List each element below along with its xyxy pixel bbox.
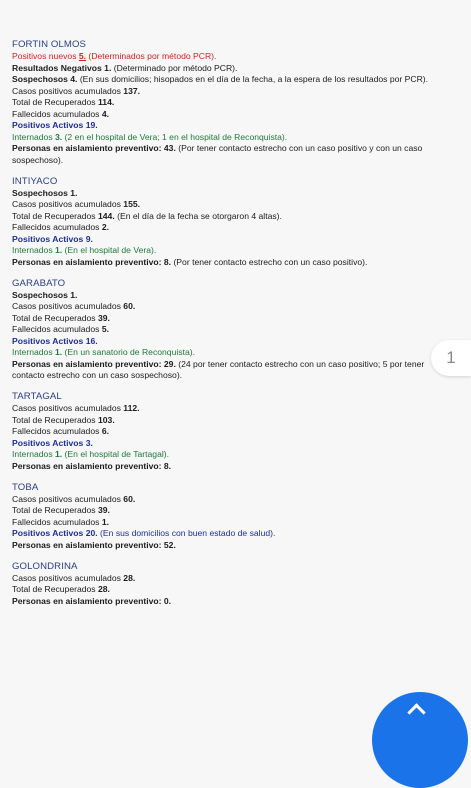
stat-line xyxy=(12,120,444,132)
stat-line xyxy=(12,347,444,359)
page-number-indicator: 1 xyxy=(431,340,471,376)
stat-line xyxy=(12,234,444,246)
stat-line xyxy=(12,63,444,75)
stat-value: 3. xyxy=(85,437,93,448)
stat-label: Sospechosos xyxy=(12,187,71,198)
stat-value: 114. xyxy=(98,97,115,107)
locality-section xyxy=(12,390,444,472)
stat-value: 4. xyxy=(101,108,109,119)
stat-line xyxy=(12,74,444,86)
stat-value: 1. xyxy=(70,289,78,300)
stat-note: (Por tener contacto estrecho con un caso positivo). xyxy=(171,256,368,267)
stat-line xyxy=(12,426,444,438)
stat-label: Fallecidos acumulados xyxy=(12,324,102,334)
stat-label: Personas en aislamiento preventivo: xyxy=(12,539,164,550)
stat-line xyxy=(12,132,444,144)
scroll-up-button[interactable] xyxy=(372,692,468,788)
stat-line xyxy=(12,51,444,63)
stat-label: Total de Recuperados xyxy=(12,584,98,594)
stat-value: 0. xyxy=(163,595,172,606)
stat-note: (Por tener contacto estrecho con un caso positivo y con un caso sospechoso). xyxy=(12,143,423,165)
stat-line xyxy=(12,109,444,121)
stat-value: 3. xyxy=(55,131,63,142)
stat-value: 1. xyxy=(104,62,112,73)
stat-value: 8. xyxy=(163,256,172,267)
stat-line xyxy=(12,573,444,585)
stat-note: (En sus domicilios; hisopados en el día de la fecha, a la espera de los resultados por PCR). xyxy=(77,74,429,84)
stat-label: Internados xyxy=(12,449,55,459)
stat-note: (2 en el hospital de Vera; 1 en el hospital de Reconquista). xyxy=(62,131,288,142)
document-body xyxy=(12,38,444,616)
stat-line xyxy=(12,199,444,211)
stat-label: Fallecidos acumulados xyxy=(12,516,102,527)
stat-note: (Determinado por método PCR). xyxy=(111,62,238,73)
stat-label: Personas en aislamiento preventivo: xyxy=(12,460,164,471)
stat-line xyxy=(12,290,444,302)
stat-label: Positivos Activos xyxy=(12,233,86,244)
stat-value: 52. xyxy=(163,539,176,550)
stat-line xyxy=(12,403,444,415)
stat-value: 8. xyxy=(163,460,172,471)
stat-value: 1. xyxy=(55,449,63,459)
stat-line xyxy=(12,505,444,517)
stat-label: Casos positivos acumulados xyxy=(12,199,124,209)
stat-label: Sospechosos xyxy=(12,289,71,300)
stat-label: Total de Recuperados xyxy=(12,97,98,107)
stat-label: Sospechosos xyxy=(12,74,71,84)
stat-label: Casos positivos acumulados xyxy=(12,572,124,583)
stat-label: Casos positivos acumulados xyxy=(12,403,124,413)
stat-value: 20. xyxy=(85,528,98,538)
stat-value: 29. xyxy=(163,358,176,369)
stat-value: 1. xyxy=(55,347,63,357)
stat-label: Casos positivos acumulados xyxy=(12,85,124,96)
stat-label: Casos positivos acumulados xyxy=(12,493,124,504)
locality-section xyxy=(12,481,444,552)
stat-value: 137. xyxy=(123,85,141,96)
stat-line xyxy=(12,336,444,348)
stat-value: 4. xyxy=(70,74,78,84)
stat-line xyxy=(12,359,444,382)
locality-title: GOLONDRINA xyxy=(12,560,78,572)
stat-value: 1. xyxy=(101,516,109,527)
stat-note: (24 por tener contacto estrecho con un caso positivo; 5 por tener contacto estrecho con un caso sospechoso). xyxy=(12,358,425,380)
stat-line xyxy=(12,86,444,98)
locality-section xyxy=(12,38,444,166)
stat-line xyxy=(12,449,444,461)
stat-line xyxy=(12,540,444,552)
stat-note: (Determinados por método PCR). xyxy=(86,51,217,61)
locality-title: TOBA xyxy=(12,481,39,493)
locality-title: FORTIN OLMOS xyxy=(12,39,87,50)
locality-section xyxy=(12,560,444,608)
stat-value: 1. xyxy=(70,187,78,198)
stat-line xyxy=(12,461,444,473)
stat-line xyxy=(12,211,444,223)
stat-label: Positivos Activos xyxy=(12,335,86,346)
stat-label: Positivos Activos xyxy=(12,437,86,448)
stat-line xyxy=(12,528,444,540)
stat-line xyxy=(12,517,444,529)
locality-title: GARABATO xyxy=(12,277,66,289)
stat-value: 5. xyxy=(78,51,87,61)
stat-line xyxy=(12,324,444,336)
stat-value: 39. xyxy=(98,312,110,323)
stat-label: Total de Recuperados xyxy=(12,505,98,515)
locality-section xyxy=(12,175,444,269)
stat-note: (En sus domicilios con buen estado de salud). xyxy=(97,528,276,538)
stat-value: 28. xyxy=(123,572,136,583)
stat-label: Resultados Negativos xyxy=(12,62,105,73)
stat-label: Fallecidos acumulados xyxy=(12,222,102,232)
stat-label: Personas en aislamiento preventivo: xyxy=(12,143,164,153)
stat-line xyxy=(12,188,444,200)
stat-line xyxy=(12,438,444,450)
stat-label: Personas en aislamiento preventivo: xyxy=(12,595,164,606)
stat-label: Positivos Activos xyxy=(12,120,86,130)
stat-label: Total de Recuperados xyxy=(12,312,98,323)
stat-label: Total de Recuperados xyxy=(12,414,98,425)
stat-note: (En el día de la fecha se otorgaron 4 altas). xyxy=(114,210,282,221)
stat-value: 39. xyxy=(98,505,110,515)
stat-label: Casos positivos acumulados xyxy=(12,301,124,311)
stat-value: 6. xyxy=(101,426,109,436)
chevron-up-icon xyxy=(407,703,425,721)
locality-title: INTIYACO xyxy=(12,175,58,187)
stat-value: 16. xyxy=(85,335,98,346)
stat-note: (En un sanatorio de Reconquista). xyxy=(62,347,195,357)
stat-value: 5. xyxy=(101,324,109,334)
stat-line xyxy=(12,415,444,427)
locality-title: TARTAGAL xyxy=(12,391,62,402)
stat-value: 1. xyxy=(55,245,63,255)
stat-value: 112. xyxy=(123,403,140,413)
stat-label: Internados xyxy=(12,245,55,255)
stat-value: 155. xyxy=(123,199,141,209)
stat-line xyxy=(12,596,444,608)
stat-value: 19. xyxy=(85,120,98,130)
stat-value: 60. xyxy=(123,493,136,504)
stat-note: (En el hospital de Tartagal). xyxy=(62,449,170,459)
stat-line xyxy=(12,494,444,506)
stat-label: Personas en aislamiento preventivo: xyxy=(12,256,164,267)
stat-value: 60. xyxy=(123,301,136,311)
stat-line xyxy=(12,245,444,257)
stat-value: 28. xyxy=(98,584,110,594)
stat-label: Internados xyxy=(12,131,55,142)
stat-label: Internados xyxy=(12,347,55,357)
stat-line xyxy=(12,301,444,313)
stat-line xyxy=(12,97,444,109)
stat-note: (En el hospital de Vera). xyxy=(62,245,157,255)
stat-line xyxy=(12,257,444,269)
stat-label: Personas en aislamiento preventivo: xyxy=(12,358,164,369)
stat-value: 43. xyxy=(163,143,176,153)
stat-value: 103. xyxy=(98,414,115,425)
locality-section xyxy=(12,277,444,382)
stat-label: Positivos Activos xyxy=(12,528,86,538)
stat-line xyxy=(12,222,444,234)
stat-value: 2. xyxy=(101,222,109,232)
stat-label: Total de Recuperados xyxy=(12,210,98,221)
stat-line xyxy=(12,313,444,325)
stat-label: Fallecidos acumulados xyxy=(12,108,102,119)
stat-value: 9. xyxy=(85,233,93,244)
stat-label: Positivos nuevos xyxy=(12,51,79,61)
stat-value: 144. xyxy=(98,210,115,221)
stat-line xyxy=(12,143,444,166)
stat-label: Fallecidos acumulados xyxy=(12,426,102,436)
stat-line xyxy=(12,584,444,596)
